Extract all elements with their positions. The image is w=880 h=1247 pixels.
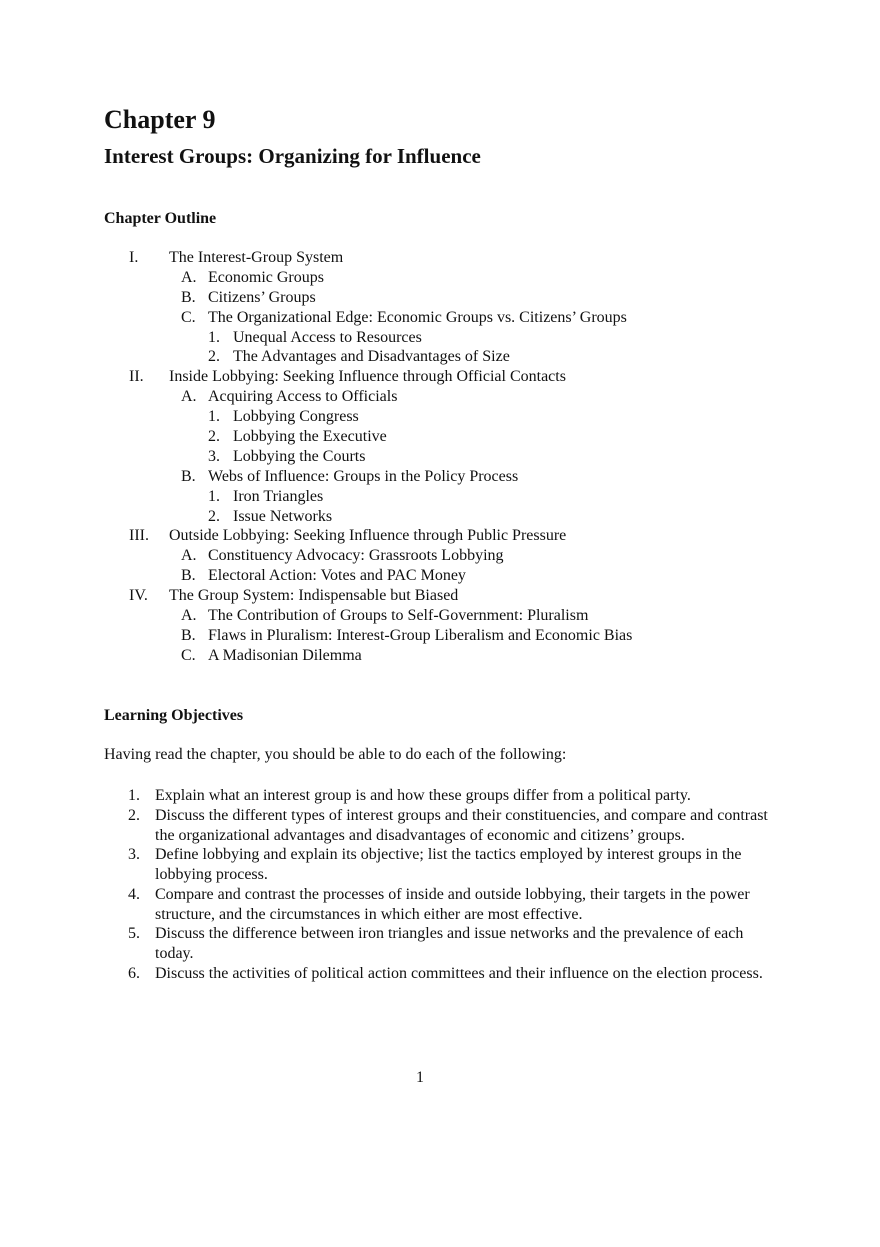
outline-item-text: Economic Groups bbox=[208, 268, 324, 286]
outline-item-marker: I. bbox=[129, 249, 139, 266]
outline-item-marker: B. bbox=[181, 467, 196, 485]
objective-text: Compare and contrast the processes of inside and outside lobbying, their targets in the power structure, and the circumstances in which either are most effective. bbox=[155, 885, 750, 923]
outline-item-marker: IV. bbox=[129, 587, 148, 605]
objective-number: 6. bbox=[128, 964, 140, 982]
outline-item-text: Lobbying Congress bbox=[233, 408, 359, 426]
outline-item-marker: B. bbox=[181, 567, 196, 585]
outline-item-text: Citizens’ Groups bbox=[208, 288, 316, 306]
objective-number: 3. bbox=[128, 846, 140, 864]
outline-item bbox=[104, 626, 804, 646]
outline-item-text: The Group System: Indispensable but Biased bbox=[169, 587, 459, 605]
outline-item-text: Outside Lobbying: Seeking Influence through Public Pressure bbox=[169, 527, 567, 545]
outline-item bbox=[104, 328, 804, 348]
outline-item-text: Lobbying the Executive bbox=[233, 428, 387, 446]
objective-number: 2. bbox=[128, 806, 140, 824]
learning-objectives-list bbox=[104, 786, 769, 984]
outline-item-marker: C. bbox=[181, 646, 196, 664]
outline-item-text: Iron Triangles bbox=[233, 487, 324, 505]
outline-item bbox=[104, 646, 804, 666]
outline-item-marker: A. bbox=[181, 547, 197, 565]
outline-item bbox=[104, 407, 804, 427]
outline-item-marker: 2. bbox=[208, 507, 220, 525]
objectives-intro: Having read the chapter, you should be able to do each of the following: bbox=[104, 746, 567, 763]
chapter-outline bbox=[104, 248, 804, 666]
objective-text: Explain what an interest group is and how these groups differ from a political party. bbox=[155, 787, 691, 804]
outline-item bbox=[104, 566, 804, 586]
outline-item-marker: A. bbox=[181, 607, 197, 625]
chapter-number: Chapter 9 bbox=[104, 105, 216, 134]
outline-item-text: Electoral Action: Votes and PAC Money bbox=[208, 567, 466, 585]
outline-item-text: Issue Networks bbox=[233, 507, 333, 525]
objective-number: 1. bbox=[128, 787, 140, 804]
outline-item-marker: A. bbox=[181, 388, 197, 406]
outline-item-text: Webs of Influence: Groups in the Policy Process bbox=[208, 467, 519, 485]
outline-item-marker: II. bbox=[129, 368, 144, 386]
outline-item-text: A Madisonian Dilemma bbox=[208, 646, 362, 664]
outline-item bbox=[104, 487, 804, 507]
outline-item-marker: C. bbox=[181, 308, 196, 326]
objective-text: Discuss the different types of interest groups and their constituencies, and compare and contrast the organizational advantages and disadvantages of economic and citizens’ groups. bbox=[155, 806, 768, 844]
objective-item bbox=[104, 885, 769, 925]
objective-number: 4. bbox=[128, 885, 140, 903]
objective-item bbox=[104, 845, 769, 885]
objective-item bbox=[104, 806, 769, 846]
outline-item-text: Acquiring Access to Officials bbox=[208, 388, 398, 406]
outline-item-text: Inside Lobbying: Seeking Influence through Official Contacts bbox=[169, 368, 566, 386]
outline-item bbox=[104, 387, 804, 407]
outline-item bbox=[104, 367, 804, 387]
objective-item bbox=[104, 786, 769, 806]
chapter-title: Interest Groups: Organizing for Influence bbox=[104, 144, 481, 168]
outline-item bbox=[104, 526, 804, 546]
outline-item bbox=[104, 248, 804, 268]
outline-item-text: Constituency Advocacy: Grassroots Lobbying bbox=[208, 547, 504, 565]
objective-item bbox=[104, 964, 769, 984]
objective-text: Define lobbying and explain its objective; list the tactics employed by interest groups in the lobbying process. bbox=[155, 846, 742, 883]
outline-item bbox=[104, 586, 804, 606]
outline-item-text: The Organizational Edge: Economic Groups vs. Citizens’ Groups bbox=[208, 308, 627, 326]
outline-item-text: The Advantages and Disadvantages of Size bbox=[233, 348, 510, 366]
outline-item bbox=[104, 447, 804, 467]
outline-item bbox=[104, 308, 804, 328]
objective-text: Discuss the difference between iron triangles and issue networks and the prevalence of each today. bbox=[155, 925, 744, 962]
outline-item-marker: 1. bbox=[208, 487, 220, 505]
outline-item-text: Unequal Access to Resources bbox=[233, 328, 422, 346]
outline-item bbox=[104, 507, 804, 527]
outline-item bbox=[104, 427, 804, 447]
outline-item bbox=[104, 288, 804, 308]
objectives-heading: Learning Objectives bbox=[104, 707, 244, 724]
outline-item-text: The Contribution of Groups to Self-Government: Pluralism bbox=[208, 607, 589, 625]
outline-item-text: Flaws in Pluralism: Interest-Group Liberalism and Economic Bias bbox=[208, 626, 633, 644]
outline-item bbox=[104, 347, 804, 367]
objective-text: Discuss the activities of political action committees and their influence on the election process. bbox=[155, 964, 763, 982]
outline-item bbox=[104, 546, 804, 566]
outline-item-marker: A. bbox=[181, 268, 197, 286]
objective-item bbox=[104, 924, 769, 964]
objective-number: 5. bbox=[128, 925, 140, 943]
outline-item bbox=[104, 467, 804, 487]
outline-item-marker: B. bbox=[181, 288, 196, 306]
outline-heading: Chapter Outline bbox=[104, 210, 217, 227]
outline-item-marker: III. bbox=[129, 527, 149, 545]
outline-item-marker: 3. bbox=[208, 447, 220, 465]
outline-item-marker: 2. bbox=[208, 348, 220, 366]
outline-item-marker: 1. bbox=[208, 328, 220, 346]
page-number: 1 bbox=[416, 1069, 424, 1086]
outline-item-marker: 1. bbox=[208, 408, 220, 426]
outline-item-text: The Interest-Group System bbox=[169, 249, 344, 266]
outline-item-marker: B. bbox=[181, 626, 196, 644]
outline-item bbox=[104, 268, 804, 288]
outline-item bbox=[104, 606, 804, 626]
outline-item-marker: 2. bbox=[208, 428, 220, 446]
outline-item-text: Lobbying the Courts bbox=[233, 447, 366, 465]
